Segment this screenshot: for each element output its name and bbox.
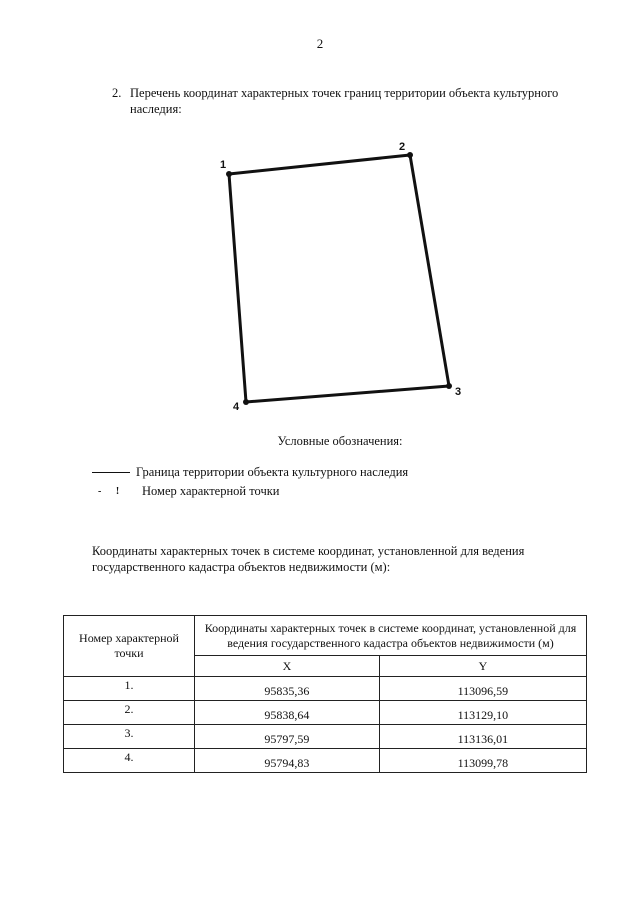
point-marker-2	[407, 152, 413, 158]
row-x: 95797,59	[195, 725, 380, 749]
section-number: 2.	[112, 86, 122, 100]
point-marker-3	[446, 383, 452, 389]
legend-point-label: Номер характерной точки	[142, 484, 280, 498]
row-x: 95838,64	[195, 701, 380, 725]
point-marker-4	[243, 399, 249, 405]
point-label-4: 4	[233, 401, 240, 413]
row-point-number: 2.	[64, 701, 195, 725]
legend-boundary-label: Граница территории объекта культурного наследия	[136, 465, 409, 479]
legend-point	[92, 484, 280, 499]
row-y: 113129,10	[379, 701, 586, 725]
legend-boundary	[92, 465, 408, 480]
point-number-symbol: - !	[98, 486, 126, 497]
table-row	[64, 701, 587, 725]
row-y: 113099,78	[379, 749, 586, 773]
col-header-coords: Координаты характерных точек в системе координат, установленной для ведения государственного кадастра объектов недвижимости (м)	[195, 616, 587, 656]
row-point-number: 4.	[64, 749, 195, 773]
col-header-point: Номер характерной точки	[64, 616, 195, 677]
col-header-y: Y	[379, 656, 586, 677]
coordinates-table	[63, 615, 587, 773]
section-title: Перечень координат характерных точек границ территории объекта культурного наследия:	[130, 86, 559, 116]
row-y: 113096,59	[379, 677, 586, 701]
legend-title: Условные обозначения:	[277, 434, 403, 448]
table-row	[64, 749, 587, 773]
table-row	[64, 725, 587, 749]
boundary-diagram	[0, 0, 640, 420]
page-number: 2	[316, 36, 324, 51]
point-marker-1	[226, 171, 232, 177]
point-label-1: 1	[220, 159, 227, 171]
col-header-x: X	[195, 656, 380, 677]
row-point-number: 1.	[64, 677, 195, 701]
row-y: 113136,01	[379, 725, 586, 749]
point-label-2: 2	[399, 141, 406, 153]
row-x: 95794,83	[195, 749, 380, 773]
table-row	[64, 677, 587, 701]
row-x: 95835,36	[195, 677, 380, 701]
boundary-line-symbol	[92, 472, 130, 473]
boundary-polygon	[229, 155, 449, 402]
coordinates-intro: Координаты характерных точек в системе координат, установленной для ведения государственного кадастра объектов недвижимости (м):	[92, 544, 525, 574]
row-point-number: 3.	[64, 725, 195, 749]
point-label-3: 3	[455, 386, 462, 398]
